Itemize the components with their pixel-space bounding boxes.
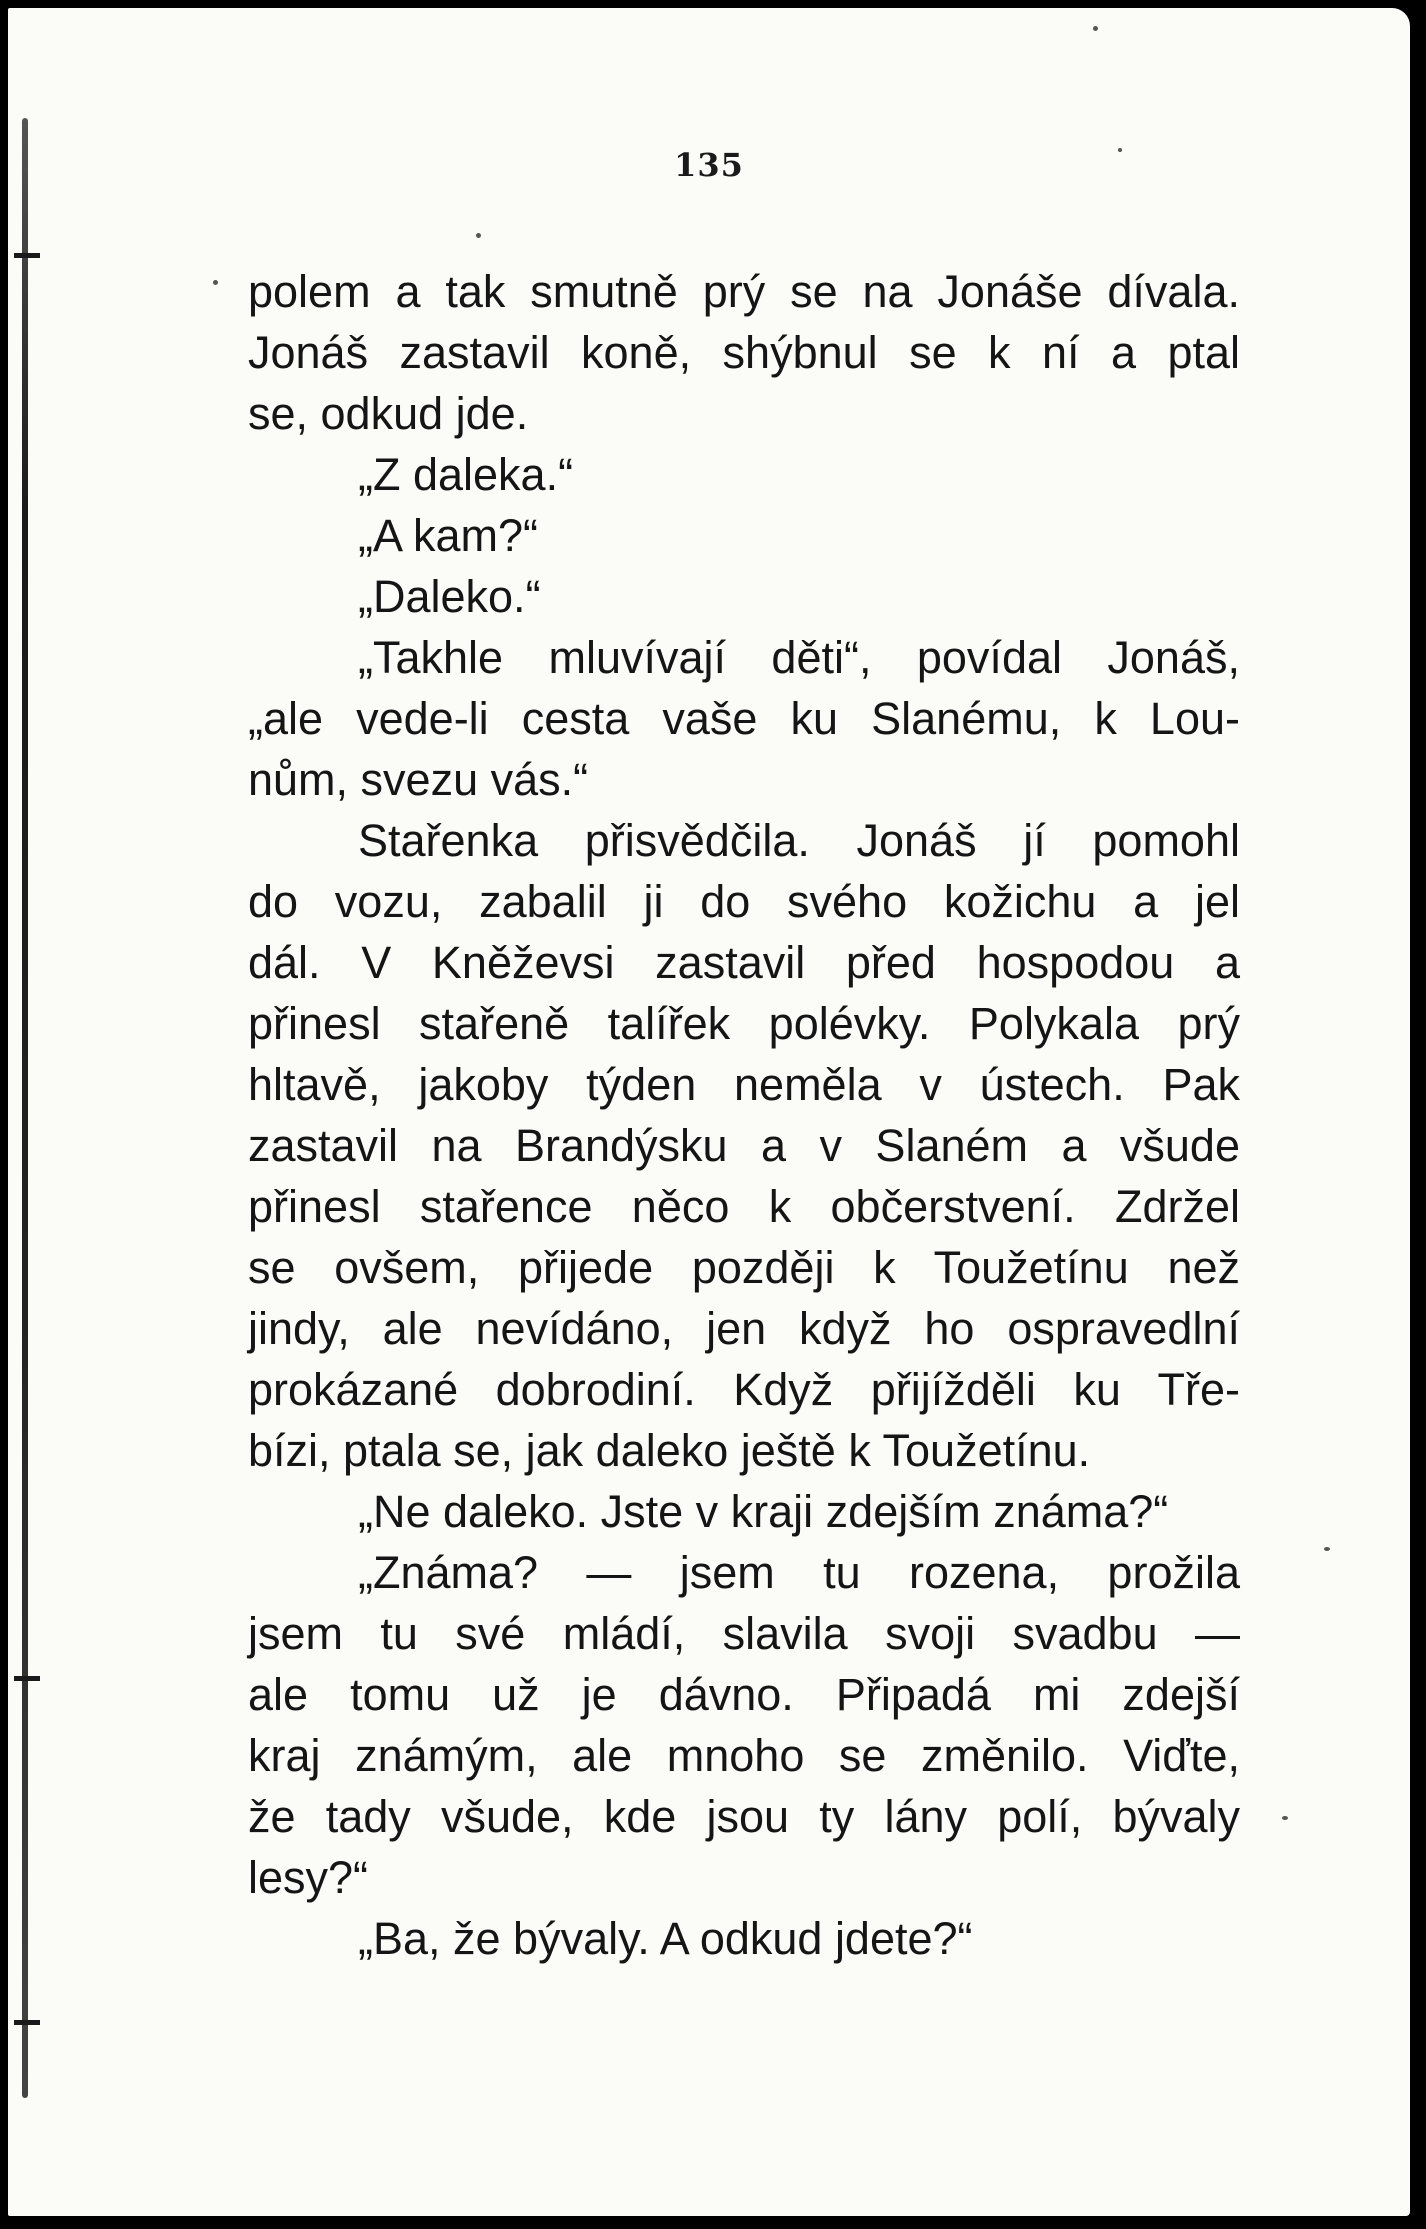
binding-mark [14,1676,40,1681]
text-line: „Ne daleko. Jste v kraji zdejším známa?“ [358,1486,1169,1537]
binding-edge [22,118,28,2098]
text-line: „Známa? — jsem tu rozena, prožila [358,1547,1240,1598]
text-line: jindy, ale nevídáno, jen když ho ospravedlní [248,1303,1240,1354]
print-speck [1093,26,1098,31]
print-speck [476,233,481,238]
text-line: bízi, ptala se, jak daleko ještě k Toužetínu. [248,1425,1091,1476]
print-speck [213,280,218,285]
text-line: „ale vede-li cesta vaše ku Slanému, k Lou- [248,693,1240,744]
text-line: hltavě, jakoby týden neměla v ústech. Pak [248,1059,1240,1110]
text-line: jsem tu své mládí, slavila svoji svadbu — [248,1608,1240,1659]
text-line: dál. V Kněževsi zastavil před hospodou a [248,937,1240,988]
text-line: se ovšem, přijede později k Toužetínu než [248,1242,1240,1293]
text-line: Stařenka přisvědčila. Jonáš jí pomohl [358,815,1240,866]
body-text [248,261,1240,1969]
text-line: se, odkud jde. [248,388,529,439]
text-line: „Daleko.“ [358,571,541,622]
text-line: kraj známým, ale mnoho se změnilo. Viďte, [248,1730,1240,1781]
text-line: prokázané dobrodiní. Když přijížděli ku Tře- [248,1364,1240,1415]
text-line: zastavil na Brandýsku a v Slaném a všude [248,1120,1240,1171]
text-line: nům, svezu vás.“ [248,754,589,805]
text-line: do vozu, zabalil ji do svého kožichu a jel [248,876,1240,927]
print-speck [1324,1547,1330,1551]
text-line: přinesl stařeně talířek polévky. Polykala prý [248,998,1240,1049]
text-line: polem a tak smutně prý se na Jonáše dívala. [248,266,1240,317]
binding-mark [14,2020,40,2025]
print-speck [1282,1816,1288,1820]
book-page [8,8,1410,2216]
text-line: přinesl stařence něco k občerstvení. Zdržel [248,1181,1240,1232]
text-line: že tady všude, kde jsou ty lány polí, bývaly [248,1791,1240,1842]
text-line: ale tomu už je dávno. Připadá mi zdejší [248,1669,1240,1720]
binding-mark [14,253,40,258]
page-number: 135 [674,146,744,184]
text-line: „A kam?“ [358,510,539,561]
text-line: „Ba, že bývaly. A odkud jdete?“ [358,1913,973,1964]
text-line: lesy?“ [248,1852,369,1903]
text-line: Jonáš zastavil koně, shýbnul se k ní a ptal [248,327,1240,378]
text-line: „Takhle mluvívají děti“, povídal Jonáš, [358,632,1240,683]
text-line: „Z daleka.“ [358,449,574,500]
